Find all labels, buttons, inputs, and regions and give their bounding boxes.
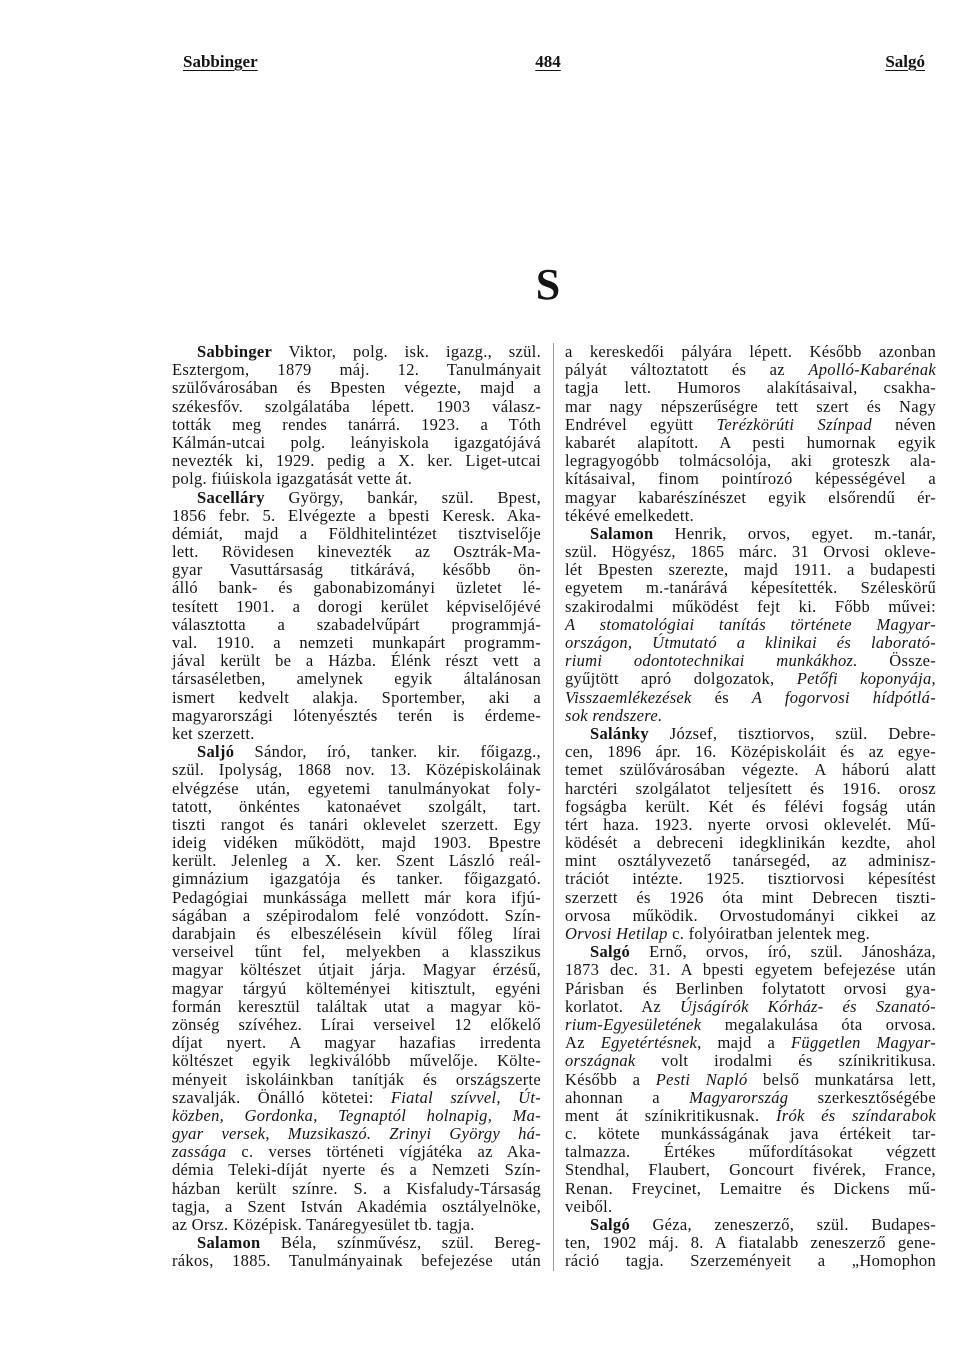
italic-title: sok rendszere. bbox=[565, 705, 663, 725]
text-segment: veiből. bbox=[565, 1196, 613, 1216]
italic-title: országon, Útmutató a klinikai és laborató- bbox=[565, 633, 936, 652]
text-line bbox=[565, 434, 936, 452]
italic-title: riumi odontotechnikai munkákhoz. bbox=[565, 651, 858, 671]
entry-headword: Saljó bbox=[197, 742, 235, 762]
text-line bbox=[565, 689, 936, 707]
italic-title: A stomatológiai tanítás története Magyar- bbox=[565, 614, 936, 634]
text-segment: orvosa működik. Orvostudományi cikkei az bbox=[565, 905, 936, 925]
column-left bbox=[172, 343, 541, 1271]
text-line bbox=[172, 1071, 541, 1089]
text-line bbox=[172, 1089, 541, 1107]
text-segment: Stendhal, Flaubert, Goncourt fivérek, France, bbox=[565, 1160, 936, 1180]
text-line bbox=[172, 725, 541, 743]
text-line bbox=[565, 579, 936, 597]
text-segment: szerzett és 1926 óta mint Debrecen tiszti- bbox=[565, 887, 936, 907]
italic-title: Egyetértésnek bbox=[600, 1033, 698, 1053]
text-segment: Sándor, író, tanker. kir. főigazg., bbox=[234, 742, 541, 762]
text-segment: Endrével együtt bbox=[565, 414, 717, 434]
text-line bbox=[172, 1143, 541, 1161]
text-line bbox=[172, 525, 541, 543]
text-line bbox=[565, 798, 936, 816]
text-line bbox=[172, 507, 541, 525]
text-line bbox=[172, 980, 541, 998]
text-segment: verseivel tűnt fel, melyekben a klasszikus bbox=[172, 942, 541, 962]
text-segment: díjat nyert. A magyar hazafias irredenta bbox=[172, 1033, 541, 1053]
text-line bbox=[172, 870, 541, 888]
text-segment: lett. Rövidesen kinevezték az Osztrák-Ma- bbox=[172, 542, 541, 562]
text-segment: álló bank- és gabonabizományi üzletet lé- bbox=[172, 578, 541, 598]
text-line bbox=[565, 925, 936, 943]
italic-title: gyar versek, Muzsikaszó. Zrinyi György há- bbox=[172, 1124, 541, 1144]
text-line bbox=[172, 961, 541, 979]
text-line bbox=[172, 1198, 541, 1216]
text-segment: pályát változtatott és az bbox=[565, 360, 809, 380]
dictionary-entry bbox=[172, 489, 541, 744]
text-segment: tatott, önkéntes katonaévet szolgált, tart. bbox=[172, 796, 541, 816]
italic-title: Petőfi koponyája, bbox=[796, 669, 936, 689]
column-right bbox=[565, 343, 936, 1271]
text-line bbox=[172, 1252, 541, 1270]
text-segment: temet szülővárosában végezte. A háború alatt bbox=[565, 760, 936, 780]
italic-title: Fiatal szívvel, Út- bbox=[390, 1087, 541, 1107]
italic-title: Terézkörúti Színpad bbox=[716, 414, 872, 434]
text-line bbox=[565, 561, 936, 579]
text-line bbox=[172, 1161, 541, 1179]
text-line bbox=[172, 689, 541, 707]
text-segment: gyar Vasuttársaság titkárává, később ön- bbox=[172, 560, 541, 580]
text-segment: jával került be a Házba. Élénk részt vett a bbox=[172, 651, 541, 671]
text-line bbox=[565, 379, 936, 397]
text-line bbox=[565, 1071, 936, 1089]
text-segment: nevezték ki, 1929. pedig a X. ker. Liget-utcai bbox=[172, 451, 541, 471]
italic-title: Magyarország bbox=[689, 1087, 789, 1107]
text-line bbox=[172, 379, 541, 397]
text-line bbox=[565, 725, 936, 743]
italic-title: Írók és színdarabok bbox=[775, 1105, 937, 1125]
italic-title: Független Magyar- bbox=[791, 1033, 937, 1053]
text-segment: val. 1910. a nemzeti munkapárt programm- bbox=[172, 633, 541, 652]
text-segment: démiát, majd a Földhitelintézet tisztviselője bbox=[172, 523, 541, 543]
text-segment: gyűjtött apró dolgozatok, bbox=[565, 669, 797, 689]
text-line bbox=[172, 780, 541, 798]
text-line bbox=[172, 343, 541, 361]
text-line bbox=[565, 1216, 936, 1234]
text-line bbox=[172, 1016, 541, 1034]
entry-headword: Salánky bbox=[590, 723, 649, 743]
text-segment: társaséletben, amelynek egyik általánosan bbox=[172, 669, 541, 689]
text-segment: ismert kedvelt alakja. Sportember, aki a bbox=[172, 687, 541, 707]
text-segment: Béla, színművész, szül. Bereg- bbox=[260, 1233, 541, 1253]
text-segment: Össze- bbox=[857, 651, 936, 671]
text-segment: gimnázium igazgatója és tanker. főigazgató. bbox=[172, 869, 541, 889]
text-segment: József, tisztiorvos, szül. Debre- bbox=[648, 723, 936, 743]
text-line bbox=[565, 1034, 936, 1052]
text-line bbox=[565, 743, 936, 761]
text-line bbox=[565, 870, 936, 888]
text-segment: szül. Högyész, 1865 márc. 31 Orvosi okleve- bbox=[565, 542, 936, 562]
entry-headword: Sacelláry bbox=[197, 487, 265, 507]
text-segment: Később a bbox=[565, 1069, 656, 1089]
dictionary-entry bbox=[565, 525, 936, 725]
text-segment: harctéri szolgálatot teljesített és 1916. orosz bbox=[565, 778, 936, 798]
text-segment: tért haza. 1923. nyerte orvosi oklevelét. Mű- bbox=[565, 814, 936, 834]
italic-title: Újságírók Kórház- és Szanató- bbox=[680, 996, 936, 1016]
text-line bbox=[172, 1180, 541, 1198]
text-segment: polg. fiúiskola igazgatását vette át. bbox=[172, 469, 413, 489]
dictionary-entry bbox=[565, 725, 936, 943]
text-segment: lét Bpesten szerezte, majd 1911. a budapesti bbox=[565, 560, 936, 580]
text-line bbox=[565, 961, 936, 979]
column-divider bbox=[553, 343, 554, 1271]
text-line bbox=[565, 852, 936, 870]
text-segment: tiszti rangot és tanári oklevelet szerzett. Egy bbox=[172, 814, 541, 834]
text-line bbox=[172, 543, 541, 561]
text-line bbox=[565, 543, 936, 561]
text-line bbox=[172, 852, 541, 870]
text-segment: költészet egyik legkiválóbb művelője. Költe- bbox=[172, 1051, 541, 1071]
text-segment: mint osztályvezető tanársegéd, az adminisz- bbox=[565, 851, 936, 871]
text-line bbox=[172, 1034, 541, 1052]
text-line bbox=[172, 816, 541, 834]
text-line bbox=[565, 489, 936, 507]
text-segment: tesített 1901. a dorogi kerület képviselőjévé bbox=[172, 596, 541, 616]
text-line bbox=[172, 1052, 541, 1070]
text-segment: tékévé emelkedett. bbox=[565, 505, 695, 525]
text-line bbox=[172, 1234, 541, 1252]
text-line bbox=[565, 343, 936, 361]
text-segment: ideig vidéken működött, majd 1903. Bpestre bbox=[172, 833, 541, 853]
text-segment: házban került színre. S. a Kisfaludy-Társaság bbox=[172, 1178, 541, 1198]
text-segment: tagja, a Szent István Akadémia osztályelnöke, bbox=[172, 1196, 541, 1216]
text-segment: ráció tagja. Szerzeményeit a „Homophon bbox=[565, 1251, 936, 1271]
text-segment: 1856 febr. 5. Elvégezte a bpesti Keresk. Aka- bbox=[172, 505, 541, 525]
text-segment: Az bbox=[565, 1033, 601, 1053]
text-line bbox=[172, 761, 541, 779]
text-segment: Viktor, polg. isk. igazg., szül. bbox=[272, 342, 541, 361]
entry-headword: Salamon bbox=[590, 523, 654, 543]
text-line bbox=[565, 1252, 936, 1270]
text-line bbox=[565, 1089, 936, 1107]
text-segment: magyar tárgyú költeményei kitisztult, egyéni bbox=[172, 978, 541, 998]
text-segment: belső munkatársa lett, bbox=[747, 1069, 936, 1089]
italic-title: A fogorvosi hídpótlá- bbox=[751, 687, 936, 707]
text-segment: korlatot. Az bbox=[565, 996, 680, 1016]
text-segment: szavalják. Önálló kötetei: bbox=[172, 1087, 391, 1107]
text-line bbox=[172, 889, 541, 907]
text-line bbox=[565, 616, 936, 634]
running-head-first-entry: Sabbinger bbox=[183, 52, 258, 71]
text-line bbox=[172, 907, 541, 925]
text-segment: zönség szívéhez. Lírai verseivel 12 előkelő bbox=[172, 1014, 541, 1034]
italic-title: közben, Gordonka, Tegnaptól holnapig, Ma- bbox=[172, 1105, 541, 1125]
text-line bbox=[565, 1016, 936, 1034]
dictionary-entry bbox=[565, 343, 936, 525]
text-segment: ten, 1902 máj. 8. A fiatalabb zeneszerző gene- bbox=[565, 1233, 936, 1253]
text-segment: székesfőv. szolgálatába lépett. 1903 válasz- bbox=[172, 396, 541, 416]
text-segment: c. folyóiratban jelentek meg. bbox=[667, 924, 871, 943]
text-segment: elvégzése után, egyetemi tanulmányokat foly- bbox=[172, 778, 541, 798]
text-line bbox=[565, 980, 936, 998]
text-segment: tották meg rendes tanárrá. 1923. a Tóth bbox=[172, 414, 541, 434]
dictionary-entry bbox=[172, 343, 541, 489]
text-segment: mar nagy népszerűségre tett szert és Nagy bbox=[565, 396, 936, 416]
text-segment: a kereskedői pályára lépett. Később azonban bbox=[565, 342, 936, 361]
text-segment: ment át színikritikusnak. bbox=[565, 1105, 776, 1125]
italic-title: országnak bbox=[565, 1051, 636, 1071]
text-segment: Ernő, orvos, író, szül. Jánosháza, bbox=[630, 942, 936, 962]
text-line bbox=[565, 1125, 936, 1143]
text-segment: Henrik, orvos, egyet. m.-tanár, bbox=[653, 523, 936, 543]
italic-title: rium-Egyesületének bbox=[565, 1014, 702, 1034]
text-line bbox=[565, 416, 936, 434]
text-segment: magyar kabarészínészet egyik elsőrendű ér- bbox=[565, 487, 936, 507]
dictionary-entry bbox=[172, 743, 541, 1234]
page-number: 484 bbox=[535, 52, 561, 71]
text-line bbox=[565, 761, 936, 779]
text-line bbox=[565, 943, 936, 961]
text-segment: és bbox=[691, 687, 752, 707]
entry-headword: Salamon bbox=[197, 1233, 261, 1253]
italic-title: Pesti Napló bbox=[655, 1069, 748, 1089]
text-segment: Renan. Freycinet, Lemaitre és Dickens mű- bbox=[565, 1178, 936, 1198]
text-segment: kításaival, finom pointírozó képességével a bbox=[565, 469, 936, 489]
text-segment: legragyogóbb tolmácsolója, aki groteszk ala- bbox=[565, 451, 936, 471]
text-line bbox=[172, 707, 541, 725]
text-segment: rákos, 1885. Tanulmányainak befejezése után bbox=[172, 1251, 541, 1271]
text-segment: ahonnan a bbox=[565, 1087, 690, 1107]
text-segment: 1873 dec. 31. A bpesti egyetem befejezése után bbox=[565, 960, 936, 980]
text-line bbox=[565, 1161, 936, 1179]
text-line bbox=[172, 834, 541, 852]
dictionary-entry bbox=[565, 943, 936, 1216]
text-line bbox=[565, 816, 936, 834]
text-segment: , majd a bbox=[697, 1033, 792, 1053]
text-segment: szerkesztőségébe bbox=[788, 1087, 936, 1107]
italic-title: Apolló-Kabarénak bbox=[808, 360, 936, 380]
section-letter: S bbox=[535, 260, 561, 309]
text-line bbox=[172, 398, 541, 416]
text-line bbox=[172, 670, 541, 688]
text-line bbox=[172, 598, 541, 616]
text-segment: ködését a debreceni idegklinikán kezdte, ahol bbox=[565, 833, 936, 853]
text-segment: György, bankár, szül. Bpest, bbox=[264, 487, 541, 507]
text-line bbox=[565, 780, 936, 798]
text-line bbox=[172, 943, 541, 961]
text-segment: volt irodalmi és színikritikusa. bbox=[635, 1051, 936, 1071]
text-segment: ményeit iskoláinkban tanítják és országszerte bbox=[172, 1069, 541, 1089]
text-segment: szakirodalmi működést fejt ki. Főbb művei: bbox=[565, 596, 936, 616]
text-line bbox=[172, 743, 541, 761]
text-segment: ket szerzett. bbox=[172, 723, 255, 743]
text-line bbox=[172, 925, 541, 943]
text-line bbox=[172, 652, 541, 670]
text-segment: Géza, zeneszerző, szül. Budapes- bbox=[630, 1215, 936, 1234]
text-segment: talmazza. Értékes műfordításokat végzett bbox=[565, 1142, 936, 1162]
text-segment: kabarét alapított. A pesti humornak egyik bbox=[565, 432, 936, 452]
text-line bbox=[172, 634, 541, 652]
text-line bbox=[172, 489, 541, 507]
text-line bbox=[172, 1125, 541, 1143]
text-line bbox=[565, 1234, 936, 1252]
text-line bbox=[565, 1180, 936, 1198]
text-line bbox=[565, 525, 936, 543]
text-segment: c. kötete munkásságának java értékeit tar- bbox=[565, 1124, 936, 1144]
text-line bbox=[172, 998, 541, 1016]
text-line bbox=[172, 416, 541, 434]
italic-title: zassága bbox=[172, 1142, 227, 1162]
text-segment: c. verses történeti vígjátéka az Aka- bbox=[226, 1142, 541, 1162]
text-line bbox=[172, 1216, 541, 1234]
dictionary-entry bbox=[172, 1234, 541, 1270]
text-segment: trációt intézte. 1925. tisztiorvosi képesítést bbox=[565, 869, 936, 889]
text-segment: Párisban és Berlinben folytatott orvosi gya- bbox=[565, 978, 936, 998]
text-segment: választotta a szabadelvűpárt programmjá- bbox=[172, 614, 541, 634]
text-line bbox=[565, 1198, 936, 1216]
text-line bbox=[565, 907, 936, 925]
entry-headword: Salgó bbox=[590, 942, 631, 962]
dictionary-entry bbox=[565, 1216, 936, 1271]
text-segment: néven bbox=[871, 414, 936, 434]
text-line bbox=[565, 598, 936, 616]
text-line bbox=[172, 470, 541, 488]
text-segment: megalakulása óta orvosa. bbox=[701, 1014, 936, 1034]
text-segment: az Orsz. Középisk. Tanáregyesület tb. tagja. bbox=[172, 1215, 475, 1234]
text-segment: tagja lett. Humoros alakításaival, csakha- bbox=[565, 378, 936, 398]
text-line bbox=[565, 1052, 936, 1070]
text-segment: magyarországi lótenyésztés terén is érdeme- bbox=[172, 705, 541, 725]
text-segment: Pedagógiai munkássága mellett már kora ifjú- bbox=[172, 887, 541, 907]
text-line bbox=[565, 670, 936, 688]
text-line bbox=[172, 452, 541, 470]
text-segment: szülővárosában és Bpesten végezte, majd a bbox=[172, 378, 541, 398]
text-line bbox=[565, 507, 936, 525]
text-line bbox=[565, 634, 936, 652]
text-line bbox=[172, 361, 541, 379]
text-line bbox=[172, 616, 541, 634]
text-segment: darabjain és elbeszélésein kívül főleg lírai bbox=[172, 924, 541, 943]
text-line bbox=[172, 434, 541, 452]
text-line bbox=[565, 707, 936, 725]
text-segment: ságában a szépirodalom felé vonzódott. Szín- bbox=[172, 905, 541, 925]
text-segment: fogságba került. Két és félévi fogság után bbox=[565, 796, 936, 816]
text-line bbox=[565, 652, 936, 670]
text-line bbox=[565, 889, 936, 907]
text-segment: formán keresztül találtak utat a magyar kö- bbox=[172, 996, 541, 1016]
text-line bbox=[565, 361, 936, 379]
text-line bbox=[172, 1107, 541, 1125]
text-line bbox=[172, 798, 541, 816]
text-line bbox=[565, 1107, 936, 1125]
text-line bbox=[565, 834, 936, 852]
italic-title: Visszaemlékezések bbox=[565, 687, 692, 707]
text-line bbox=[565, 398, 936, 416]
text-line bbox=[565, 470, 936, 488]
text-segment: démia Teleki-díját nyerte és a Nemzeti Szín- bbox=[172, 1160, 541, 1180]
text-segment: magyar költészet útjait járja. Magyar érzésű, bbox=[172, 960, 541, 980]
text-segment: került. Jelenleg a X. ker. Szent László reál- bbox=[172, 851, 541, 871]
entry-headword: Sabbinger bbox=[197, 342, 273, 361]
text-line bbox=[172, 579, 541, 597]
text-line bbox=[565, 452, 936, 470]
text-line bbox=[172, 561, 541, 579]
text-line bbox=[565, 1143, 936, 1161]
text-segment: szül. Ipolyság, 1868 nov. 13. Középiskoláinak bbox=[172, 760, 541, 780]
italic-title: Orvosi Hetilap bbox=[565, 924, 668, 943]
entry-headword: Salgó bbox=[590, 1215, 631, 1234]
text-segment: egyetem m.-tanárává képesítették. Széleskörű bbox=[565, 578, 936, 598]
text-line bbox=[565, 998, 936, 1016]
text-segment: cen, 1896 ápr. 16. Középiskoláit és az egye- bbox=[565, 742, 936, 762]
running-head-last-entry: Salgó bbox=[885, 52, 925, 71]
text-segment: Esztergom, 1879 máj. 12. Tanulmányait bbox=[172, 360, 541, 380]
text-segment: Kálmán-utcai polg. leányiskola igazgatójává bbox=[172, 432, 541, 452]
